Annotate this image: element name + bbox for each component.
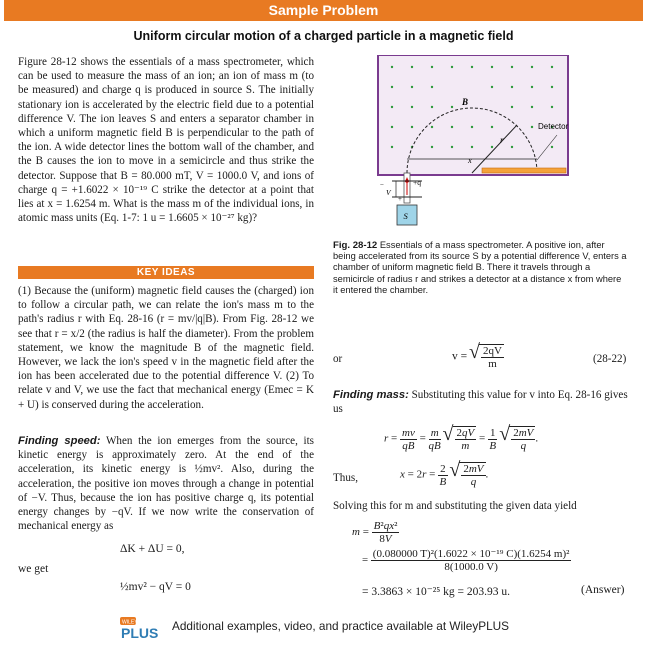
finding-speed-paragraph (18, 434, 314, 533)
thus-text: Thus, (333, 472, 358, 484)
radius-label: r (500, 135, 504, 145)
finding-speed-lead: Finding speed: (18, 435, 101, 447)
energy-conservation-equation: ΔK + ΔU = 0, (120, 543, 185, 555)
b-field-label: B (462, 97, 469, 107)
finding-mass-lead: Finding mass: (333, 389, 409, 401)
kinetic-potential-equation: ½mv² − qV = 0 (120, 581, 191, 593)
sample-problem-banner: Sample Problem (4, 0, 643, 21)
problem-statement: Figure 28-12 shows the essentials of a mass spectrometer, which can be used to measure the mass of an ion; an ion of mass m (to be measured) and charge q is produced in source S. The initially stationary ion is accelerated by the electric field due to a potential difference V. The ion leaves S and enters a separator chamber in which a uniform magnetic field B is perpendicular to the path of the ion. A wide detector lines the bottom wall of the chamber, and the B causes the ion to move in a semicircle and thus strike the detector. Suppose that B = 80.000 mT, V = 1000.0 V, and ions of charge q = +1.6022 × 10⁻¹⁹ C strike the detector at a point that lies at x = 1.6254 m. What is the mass m of the individual ions, in atomic mass units (Eq. 1-7: 1 u = 1.6605 × 10⁻²⁷ kg)? (18, 56, 314, 225)
finding-speed-text: When the ion emerges from the source, its kinetic energy is approximately zero. At the end of the acceleration, its kinetic energy is ½mv². Also, during the acceleration, the positive ion moves through a change in potential of −V. Thus, because the ion has positive charge q, its potential energy changes by −qV. If we now write the conservation of mechanical energy as (18, 435, 315, 533)
voltage-label: V (386, 188, 391, 197)
equation-number: (28-22) (593, 353, 627, 365)
footer-text: Additional examples, video, and practice available at WileyPLUS (172, 619, 510, 633)
plus-sign: + (398, 195, 402, 203)
detector-label: Detector (538, 122, 569, 131)
plus-text: PLUS (121, 625, 159, 641)
figure-caption-text: Essentials of a mass spectrometer. A positive ion, after being accelerated from its source S by a potential difference V, enters a chamber of uniform magnetic field B. There it travels through a semicircle of radius r and strikes a detector at a distance x from where it entered the chamber. (333, 240, 627, 295)
figure-caption-label: Fig. 28-12 (333, 240, 378, 251)
speed-equation-sqrt (470, 344, 504, 370)
minus-sign: − (380, 181, 384, 189)
finding-mass-paragraph (333, 388, 629, 416)
source-label: S (403, 211, 408, 221)
ion-charge-label: +q (413, 178, 421, 187)
substitution-numerator: (0.080000 T)²(1.6022 × 10⁻¹⁹ C)(1.6254 m)² (372, 548, 570, 560)
key-ideas-text: (1) Because the (uniform) magnetic field causes the (charged) ion to follow a circular path, we can relate the ion's mass m to the path's radius r with Eq. 28-16 (r = mv/|q|B). From Fig. 28-12 we see that r = x/2 (the radius is half the diameter). From the problem statement, we know the magnitude B of the magnetic field. However, we lack the ion's speed v in the magnetic field after the ion has been accelerated due to the potential difference V. (2) To relate v and V, we use the fact that mechanical energy (Emec = K + U) is conserved during the acceleration. (18, 285, 314, 411)
figure-caption (333, 240, 628, 296)
speed-eq-denominator: m (488, 358, 497, 370)
speed-eq-numerator: √ 2qV (483, 345, 502, 357)
we-get-text: we get (18, 563, 49, 575)
x-equation: x = 2r = $\frac{2}{B}$ √ $\frac{2mV}{q}$ . (400, 462, 488, 488)
mass-spectrometer-figure (362, 55, 582, 230)
wiley-text: WILEY (122, 619, 138, 626)
solving-text: Solving this for m and substituting the given data yield (333, 500, 577, 512)
wileyplus-logo (119, 616, 167, 642)
substitution-equation: = $\frac{\text{(0.080000 T)²(1.6022 × 10⁻¹⁹ C)(1.6254 m)²}}{8(1000.0 V)}$ (362, 548, 570, 573)
radius-equation: r = $\frac{mv}{qB}$ = $\frac{m}{qB}$ √ $\frac{2qV}{m}$ = $\frac{1}{B}$ √ $\frac{2mV}{q}$ . (384, 426, 538, 452)
x-distance-label: x (468, 155, 472, 165)
substitution-denominator: 8(1000.0 V) (444, 561, 498, 573)
problem-title: Uniform circular motion of a charged particle in a magnetic field (133, 29, 514, 43)
answer-label: (Answer) (581, 584, 625, 596)
speed-equation (452, 344, 504, 370)
mass-formula: m = $\frac{\text{B²qx²}}{8V}$ (352, 520, 398, 545)
speed-equation-lhs: v = (452, 350, 468, 363)
finding-mass-text: Substituting this value for v into Eq. 28-16 gives us (333, 389, 628, 415)
final-result: = 3.3863 × 10⁻²⁵ kg = 203.93 u. (362, 586, 510, 598)
detector-strip (482, 168, 566, 173)
key-ideas-header: KEY IDEAS (18, 266, 314, 279)
or-text: or (333, 353, 343, 365)
